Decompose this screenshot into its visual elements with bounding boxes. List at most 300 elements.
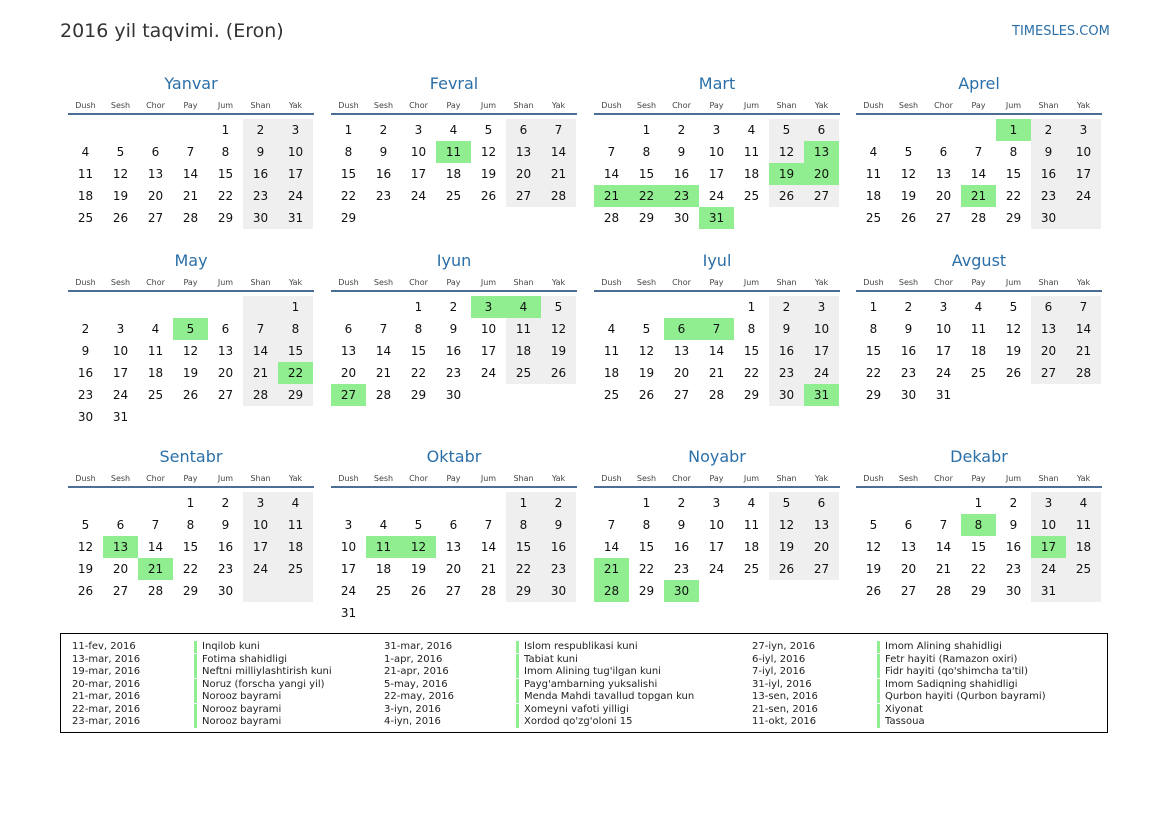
day-cell: 19: [541, 340, 576, 362]
day-cell: 5: [869, 518, 878, 532]
day-cell: 31: [804, 384, 839, 406]
day-cell: 28: [182, 211, 199, 225]
day-cell: 7: [699, 318, 734, 340]
day-cell: 1: [506, 492, 541, 514]
weekday-label: Shan: [250, 278, 271, 287]
legend-date: 1-apr, 2016: [384, 653, 443, 665]
day-cell: 6: [116, 518, 125, 532]
day-cell: 29: [506, 580, 541, 602]
day-cell: 24: [278, 185, 313, 207]
day-cell: 27: [217, 388, 234, 402]
legend-holiday-name: Imom Alining shahidligi: [877, 641, 1002, 653]
day-cell: 22: [638, 562, 655, 576]
legend-date: 3-iyn, 2016: [384, 703, 441, 715]
day-cell: 10: [480, 322, 497, 336]
day-cell: 12: [182, 344, 199, 358]
day-cell: 8: [278, 318, 313, 340]
month-name: May: [174, 251, 208, 270]
day-cell: 20: [340, 366, 357, 380]
day-cell: 4: [81, 145, 90, 159]
day-cell: 24: [410, 189, 427, 203]
day-cell: 29: [743, 388, 760, 402]
day-cell: 1: [869, 300, 878, 314]
day-cell: 4: [151, 322, 160, 336]
legend-date: 31-iyl, 2016: [752, 678, 812, 690]
day-cell: 28: [147, 584, 164, 598]
weekday-label: Dush: [338, 101, 359, 110]
day-cell: 10: [243, 514, 278, 536]
day-cell: 28: [594, 580, 629, 602]
weekday-label: Chor: [409, 278, 428, 287]
day-cell: 18: [1066, 536, 1101, 558]
weekday-label: Chor: [672, 474, 691, 483]
day-cell: 30: [1031, 207, 1066, 229]
day-cell: 23: [445, 366, 462, 380]
day-cell: 19: [900, 189, 917, 203]
day-cell: 9: [243, 141, 278, 163]
day-cell: 11: [743, 145, 760, 159]
day-cell: 26: [77, 584, 94, 598]
weekday-label: Sesh: [636, 278, 657, 287]
weekday-label: Chor: [409, 101, 428, 110]
legend-holiday-name: Tassoua: [877, 716, 925, 728]
month-name: Sentabr: [159, 447, 223, 466]
day-cell: 3: [414, 123, 423, 137]
legend-holiday-name: Islom respublikasi kuni: [516, 641, 638, 653]
day-cell: 2: [677, 123, 686, 137]
weekday-label: Sesh: [636, 101, 657, 110]
legend-holiday-name: Menda Mahdi tavallud topgan kun: [516, 691, 694, 703]
day-cell: 2: [677, 496, 686, 510]
weekday-label: Pay: [709, 474, 724, 483]
day-cell: 10: [112, 344, 129, 358]
day-cell: 26: [182, 388, 199, 402]
weekday-label: Jum: [1005, 101, 1022, 110]
day-cell: 12: [865, 540, 882, 554]
day-cell: 19: [769, 536, 804, 558]
legend-date: 21-mar, 2016: [72, 691, 141, 702]
day-cell: 23: [900, 366, 917, 380]
weekday-label: Sesh: [373, 474, 394, 483]
day-cell: 14: [1066, 318, 1101, 340]
legend-date: 7-iyl, 2016: [752, 666, 806, 677]
day-cell: 8: [344, 145, 353, 159]
weekday-label: Yak: [814, 474, 829, 483]
day-cell: 30: [664, 580, 699, 602]
day-cell: 10: [708, 518, 725, 532]
day-cell: 29: [182, 584, 199, 598]
day-cell: 18: [77, 189, 94, 203]
day-cell: 1: [414, 300, 423, 314]
legend-holiday-name: Neftni milliylashtirish kuni: [194, 666, 332, 678]
day-cell: 15: [638, 540, 655, 554]
day-cell: 9: [769, 318, 804, 340]
legend-holiday-name: Xomeyni vafoti yilligi: [516, 704, 629, 716]
weekday-label: Chor: [934, 278, 953, 287]
day-cell: 18: [743, 540, 760, 554]
weekday-label: Dush: [338, 278, 359, 287]
day-cell: 13: [217, 344, 234, 358]
weekday-label: Shan: [776, 278, 797, 287]
day-cell: 14: [708, 344, 725, 358]
weekday-label: Shan: [250, 101, 271, 110]
legend-date: 22-may, 2016: [384, 691, 454, 702]
day-cell: 4: [379, 518, 388, 532]
day-cell: 14: [375, 344, 392, 358]
day-cell: 22: [865, 366, 882, 380]
day-cell: 27: [147, 211, 164, 225]
weekday-label: Yak: [288, 101, 303, 110]
day-cell: 11: [970, 322, 987, 336]
day-cell: 6: [151, 145, 160, 159]
day-cell: 4: [974, 300, 983, 314]
day-cell: 12: [638, 344, 655, 358]
legend-holiday-name: Noruz (forscha yangi yil): [194, 679, 325, 691]
day-cell: 27: [804, 558, 839, 580]
day-cell: 15: [506, 536, 541, 558]
day-cell: 19: [112, 189, 129, 203]
day-cell: 13: [506, 141, 541, 163]
month-name: Yanvar: [164, 74, 218, 93]
day-cell: 28: [480, 584, 497, 598]
weekday-label: Dush: [75, 474, 96, 483]
day-cell: 6: [449, 518, 458, 532]
day-cell: 18: [375, 562, 392, 576]
day-cell: 18: [603, 366, 620, 380]
weekday-label: Sesh: [110, 101, 131, 110]
day-cell: 28: [603, 211, 620, 225]
day-cell: 20: [112, 562, 129, 576]
weekday-label: Jum: [1005, 278, 1022, 287]
day-cell: 13: [900, 540, 917, 554]
legend-date: 11-fev, 2016: [72, 641, 136, 652]
day-cell: 17: [708, 167, 725, 181]
day-cell: 9: [449, 322, 458, 336]
day-cell: 9: [904, 322, 913, 336]
day-cell: 10: [1066, 141, 1101, 163]
weekday-label: Jum: [480, 278, 497, 287]
day-cell: 22: [182, 562, 199, 576]
day-cell: 12: [769, 514, 804, 536]
weekday-label: Jum: [743, 101, 760, 110]
month-name: Noyabr: [688, 447, 746, 466]
legend-date: 21-apr, 2016: [384, 666, 449, 677]
day-cell: 11: [436, 141, 471, 163]
day-cell: 11: [366, 536, 401, 558]
day-cell: 5: [116, 145, 125, 159]
day-cell: 4: [506, 296, 541, 318]
day-cell: 12: [900, 167, 917, 181]
day-cell: 26: [769, 558, 804, 580]
day-cell: 2: [81, 322, 90, 336]
day-cell: 21: [182, 189, 199, 203]
weekday-label: Jum: [217, 474, 234, 483]
site-link[interactable]: TIMESLES.COM: [1012, 24, 1110, 39]
day-cell: 30: [900, 388, 917, 402]
day-cell: 25: [506, 362, 541, 384]
day-cell: 16: [1005, 540, 1022, 554]
day-cell: 9: [221, 518, 230, 532]
day-cell: 22: [629, 185, 664, 207]
legend-date: 20-mar, 2016: [72, 678, 141, 690]
day-cell: 21: [138, 558, 173, 580]
day-cell: 23: [243, 185, 278, 207]
day-cell: 30: [243, 207, 278, 229]
day-cell: 15: [970, 540, 987, 554]
day-cell: 3: [1031, 492, 1066, 514]
day-cell: 3: [278, 119, 313, 141]
day-cell: 1: [642, 496, 651, 510]
day-cell: 5: [173, 318, 208, 340]
legend-holiday-name: Xiyonat: [877, 704, 923, 716]
legend-date: 21-sen, 2016: [752, 703, 818, 715]
weekday-label: Chor: [146, 101, 165, 110]
weekday-label: Jum: [743, 278, 760, 287]
legend-date: 27-iyn, 2016: [752, 641, 816, 652]
day-cell: 20: [217, 366, 234, 380]
day-cell: 6: [804, 119, 839, 141]
day-cell: 31: [1031, 580, 1066, 602]
day-cell: 21: [243, 362, 278, 384]
day-cell: 11: [743, 518, 760, 532]
weekday-label: Dush: [601, 474, 622, 483]
day-cell: 7: [607, 518, 616, 532]
day-cell: 4: [747, 123, 756, 137]
weekday-label: Sesh: [898, 474, 919, 483]
day-cell: 2: [1031, 119, 1066, 141]
day-cell: 16: [77, 366, 94, 380]
day-cell: 24: [935, 366, 952, 380]
weekday-label: Pay: [183, 474, 198, 483]
day-cell: 27: [506, 185, 541, 207]
day-cell: 30: [769, 384, 804, 406]
day-cell: 22: [340, 189, 357, 203]
day-cell: 30: [1005, 584, 1022, 598]
legend-date: 5-may, 2016: [384, 678, 448, 690]
day-cell: 9: [677, 145, 686, 159]
day-cell: 19: [77, 562, 94, 576]
day-cell: 25: [77, 211, 94, 225]
day-cell: 30: [445, 388, 462, 402]
day-cell: 30: [217, 584, 234, 598]
day-cell: 21: [708, 366, 725, 380]
day-cell: 30: [673, 211, 690, 225]
day-cell: 18: [865, 189, 882, 203]
weekday-label: Sesh: [636, 474, 657, 483]
weekday-label: Pay: [446, 278, 461, 287]
day-cell: 20: [935, 189, 952, 203]
weekday-label: Jum: [480, 474, 497, 483]
weekday-label: Sesh: [373, 278, 394, 287]
weekday-label: Shan: [1038, 474, 1059, 483]
day-cell: 24: [1066, 185, 1101, 207]
day-cell: 17: [1031, 536, 1066, 558]
day-cell: 4: [278, 492, 313, 514]
weekday-label: Chor: [934, 474, 953, 483]
day-cell: 13: [445, 540, 462, 554]
day-cell: 17: [708, 540, 725, 554]
day-cell: 1: [186, 496, 195, 510]
day-cell: 8: [186, 518, 195, 532]
day-cell: 15: [340, 167, 357, 181]
weekday-label: Yak: [551, 474, 566, 483]
weekday-label: Sesh: [110, 474, 131, 483]
empty-weekend-cell: [243, 580, 278, 602]
day-cell: 2: [449, 300, 458, 314]
day-cell: 23: [375, 189, 392, 203]
day-cell: 9: [81, 344, 90, 358]
day-cell: 18: [147, 366, 164, 380]
day-cell: 2: [1009, 496, 1018, 510]
legend-date: 13-mar, 2016: [72, 653, 141, 665]
weekday-label: Yak: [1076, 278, 1091, 287]
day-cell: 3: [344, 518, 353, 532]
day-cell: 7: [243, 318, 278, 340]
weekday-label: Dush: [338, 474, 359, 483]
day-cell: 19: [1005, 344, 1022, 358]
day-cell: 8: [642, 518, 651, 532]
legend-date: 22-mar, 2016: [72, 703, 141, 715]
day-cell: 7: [151, 518, 160, 532]
legend-date: 23-mar, 2016: [72, 716, 141, 727]
day-cell: 14: [480, 540, 497, 554]
day-cell: 8: [642, 145, 651, 159]
day-cell: 13: [673, 344, 690, 358]
day-cell: 15: [1005, 167, 1022, 181]
day-cell: 21: [480, 562, 497, 576]
day-cell: 27: [112, 584, 129, 598]
day-cell: 3: [939, 300, 948, 314]
day-cell: 6: [344, 322, 353, 336]
day-cell: 11: [77, 167, 94, 181]
weekday-label: Shan: [513, 474, 534, 483]
day-cell: 23: [1031, 185, 1066, 207]
day-cell: 16: [1031, 163, 1066, 185]
day-cell: 9: [1031, 141, 1066, 163]
day-cell: 23: [217, 562, 234, 576]
day-cell: 15: [182, 540, 199, 554]
legend-date: 6-iyl, 2016: [752, 653, 806, 665]
day-cell: 29: [638, 584, 655, 598]
weekday-label: Pay: [709, 101, 724, 110]
legend-holiday-name: Imom Sadiqning shahidligi: [877, 679, 1017, 691]
day-cell: 16: [541, 536, 576, 558]
day-cell: 20: [804, 163, 839, 185]
day-cell: 11: [147, 344, 164, 358]
day-cell: 18: [970, 344, 987, 358]
page-title: 2016 yil taqvimi. (Eron): [60, 20, 284, 42]
day-cell: 15: [743, 344, 760, 358]
day-cell: 24: [1031, 558, 1066, 580]
day-cell: 23: [664, 185, 699, 207]
day-cell: 5: [769, 119, 804, 141]
day-cell: 25: [603, 388, 620, 402]
weekday-label: Dush: [863, 474, 884, 483]
day-cell: 20: [900, 562, 917, 576]
day-cell: 9: [1009, 518, 1018, 532]
day-cell: 25: [278, 558, 313, 580]
day-cell: 25: [147, 388, 164, 402]
day-cell: 19: [480, 167, 497, 181]
header-divider: [331, 486, 577, 488]
day-cell: 1: [747, 300, 756, 314]
day-cell: 15: [217, 167, 234, 181]
day-cell: 20: [1031, 340, 1066, 362]
day-cell: 14: [970, 167, 987, 181]
legend-date: 31-mar, 2016: [384, 641, 453, 652]
day-cell: 22: [970, 562, 987, 576]
legend-holiday-name: Inqilob kuni: [194, 641, 260, 653]
weekday-label: Pay: [446, 101, 461, 110]
day-cell: 26: [865, 584, 882, 598]
day-cell: 23: [769, 362, 804, 384]
day-cell: 3: [804, 296, 839, 318]
day-cell: 13: [340, 344, 357, 358]
header-divider: [856, 113, 1102, 115]
day-cell: 21: [935, 562, 952, 576]
weekday-label: Sesh: [110, 278, 131, 287]
day-cell: 27: [935, 211, 952, 225]
day-cell: 19: [865, 562, 882, 576]
day-cell: 28: [708, 388, 725, 402]
day-cell: 24: [708, 562, 725, 576]
day-cell: 20: [445, 562, 462, 576]
day-cell: 17: [935, 344, 952, 358]
day-cell: 23: [1005, 562, 1022, 576]
day-cell: 20: [147, 189, 164, 203]
day-cell: 3: [471, 296, 506, 318]
day-cell: 24: [480, 366, 497, 380]
day-cell: 18: [743, 167, 760, 181]
day-cell: 19: [638, 366, 655, 380]
day-cell: 5: [541, 296, 576, 318]
day-cell: 20: [506, 163, 541, 185]
day-cell: 21: [961, 185, 996, 207]
day-cell: 13: [804, 514, 839, 536]
day-cell: 17: [112, 366, 129, 380]
day-cell: 7: [379, 322, 388, 336]
month-name: Iyul: [702, 251, 732, 270]
day-cell: 10: [804, 318, 839, 340]
day-cell: 19: [769, 163, 804, 185]
weekday-label: Dush: [863, 278, 884, 287]
day-cell: 28: [541, 185, 576, 207]
legend-holiday-name: Fidr hayiti (qo'shimcha ta'til): [877, 666, 1028, 678]
weekday-label: Jum: [1005, 474, 1022, 483]
weekday-label: Pay: [971, 474, 986, 483]
day-cell: 12: [401, 536, 436, 558]
day-cell: 16: [900, 344, 917, 358]
weekday-label: Shan: [776, 474, 797, 483]
day-cell: 17: [278, 163, 313, 185]
header-divider: [331, 113, 577, 115]
day-cell: 26: [900, 211, 917, 225]
month-name: Avgust: [951, 251, 1007, 270]
legend-holiday-name: Fetr hayiti (Ramazon oxiri): [877, 654, 1017, 666]
day-cell: 29: [970, 584, 987, 598]
empty-weekend-cell: [278, 580, 313, 602]
weekday-label: Shan: [1038, 278, 1059, 287]
day-cell: 16: [375, 167, 392, 181]
day-cell: 31: [340, 606, 357, 620]
day-cell: 13: [935, 167, 952, 181]
day-cell: 25: [445, 189, 462, 203]
weekday-label: Yak: [814, 278, 829, 287]
empty-weekend-cell: [1066, 207, 1101, 229]
day-cell: 24: [243, 558, 278, 580]
month-name: Iyun: [436, 251, 472, 270]
legend-date: 13-sen, 2016: [752, 691, 818, 702]
